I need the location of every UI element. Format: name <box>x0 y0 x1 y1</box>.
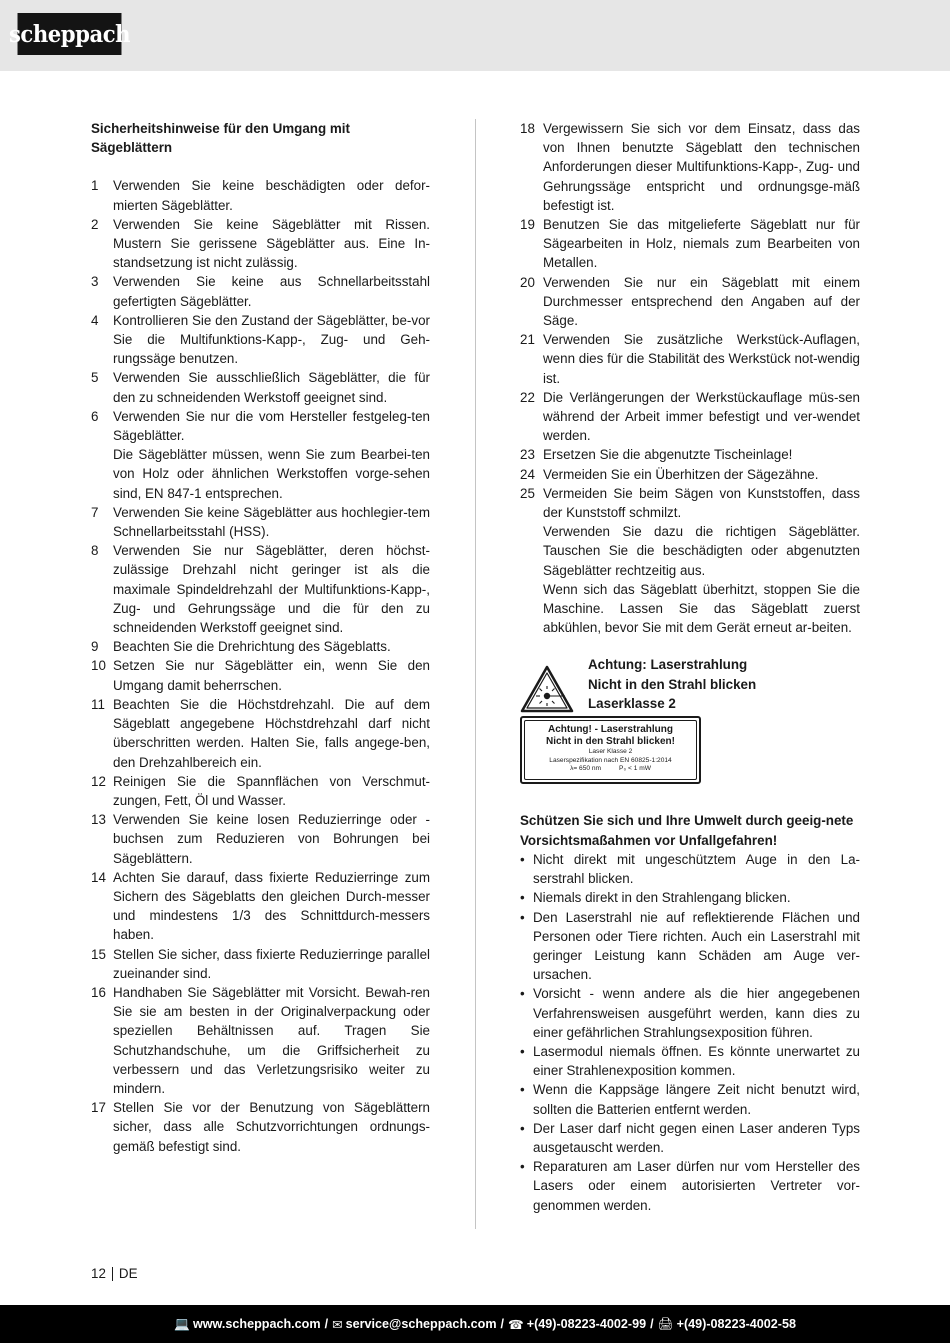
item-text <box>543 465 860 484</box>
laser-label-instruction: Nicht in den Strahl blicken! <box>546 736 675 748</box>
item-text <box>113 215 430 273</box>
bullet-dot-icon: • <box>520 909 525 925</box>
safety-item-6 <box>91 407 430 503</box>
footer-phone: +(49)-08223-4002-99 <box>526 1317 647 1331</box>
laser-safety-bullets <box>520 850 860 1215</box>
item-number: 22 <box>520 389 535 405</box>
bullet-item <box>520 1042 860 1080</box>
laptop-icon: 💻 <box>174 1316 190 1331</box>
item-paragraph: Verwenden Sie keine losen Reduzierringe oder -buchsen zum Reduzieren von Bohrungen bei Sägeblättern. <box>113 812 430 866</box>
bullet-item <box>520 1157 860 1215</box>
item-text <box>113 503 430 541</box>
safety-item-1 <box>91 176 430 214</box>
item-text <box>113 810 430 868</box>
item-paragraph: Wenn sich das Sägeblatt überhitzt, stoppen Sie die Maschine. Lassen Sie das Sägeblatt zuerst abkühlen, bevor Sie mit dem Gerät erneut ar-beiten. <box>543 581 860 636</box>
item-paragraph: Vergewissern Sie sich vor dem Einsatz, dass das von Ihnen benutzte Sägeblatt den technischen Anforderungen dieser Multifunktions-Kapp-, Zug- und Gehrungssäge entspricht und ordnungsge-mäß befestigt ist. <box>543 121 860 213</box>
laser-heading-line2: Nicht in den Strahl blicken <box>588 676 757 692</box>
safety-item-9 <box>91 637 430 656</box>
bullet-dot-icon: • <box>520 890 525 906</box>
item-number: 23 <box>520 447 535 463</box>
item-number: 25 <box>520 485 535 501</box>
item-number: 10 <box>91 658 106 674</box>
safety-item-10 <box>91 656 430 694</box>
item-number: 4 <box>91 312 99 328</box>
item-paragraph: Verwenden Sie ausschließlich Sägeblätter, die für den zu schneidenden Werkstoff geeignet sind. <box>113 370 430 405</box>
item-text <box>113 772 430 810</box>
item-paragraph: Verwenden Sie nur die vom Hersteller festgeleg-ten Sägeblätter. <box>113 408 430 444</box>
item-number: 20 <box>520 274 535 290</box>
item-paragraph: Die Sägeblätter müssen, wenn Sie zum Bearbei-ten von Holz oder ähnlichen Werkstoffen vorge-sehen sind, EN 847-1 entsprechen. <box>113 447 430 501</box>
item-paragraph: Verwenden Sie zusätzliche Werkstück-Auflagen, wenn dies für die Stabilität des Werkstück not-wendig ist. <box>543 332 860 386</box>
bullet-item <box>520 984 860 1042</box>
item-text <box>113 695 430 772</box>
laser-warning-block <box>520 655 860 790</box>
bullet-text: Vorsicht - wenn andere als die hier angegebenen Verfahrensweisen ausgeführt werden, kann dies zu einer gefährlichen Strahlungsexposition führen. <box>533 986 860 1040</box>
laser-label-wavelength: λ= 650 nm <box>570 765 602 773</box>
item-number: 21 <box>520 332 535 348</box>
safety-item-14 <box>91 868 430 945</box>
section-title: Sicherheitshinweise für den Umgang mit Sägeblättern <box>91 121 350 156</box>
item-number: 9 <box>91 639 99 655</box>
protection-title: Schützen Sie sich und Ihre Umwelt durch geeig-nete Vorsichtsmaßahmen vor Unfallgefahren! <box>520 813 854 848</box>
bullet-item <box>520 908 860 985</box>
item-number: 15 <box>91 946 106 962</box>
bullet-text: Der Laser darf nicht gegen einen Laser anderen Typs ausgetauscht werden. <box>533 1120 860 1155</box>
safety-item-13 <box>91 810 430 868</box>
item-number: 6 <box>91 408 99 424</box>
item-paragraph: Verwenden Sie nur ein Sägeblatt mit einem Durchmesser entsprechend den Angaben auf der Säge. <box>543 274 860 329</box>
item-text <box>113 272 430 310</box>
laser-label-warning: Achtung! - Laserstrahlung <box>547 724 673 736</box>
item-paragraph: Setzen Sie nur Sägeblätter ein, wenn Sie den Umgang damit beherrschen. <box>113 658 430 693</box>
bullet-text: Wenn die Kappsäge längere Zeit nicht benutzt wird, sollten die Batterien entfernt werden. <box>533 1082 860 1117</box>
item-paragraph: Benutzen Sie das mitgelieferte Sägeblatt nur für Sägearbeiten in Holz, niemals zum Bearbeiten von Metallen. <box>543 217 860 271</box>
safety-item-22 <box>520 388 860 446</box>
safety-item-16 <box>91 983 430 1098</box>
item-paragraph: Verwenden Sie keine beschädigten oder defor-mierten Sägeblätter. <box>113 178 430 213</box>
item-paragraph: Beachten Sie die Höchstdrehzahl. Die auf dem Sägeblatt angegebene Höchstdrehzahl darf nicht überschritten werden. Halten Sie, falls angege-ben, den Drehzahlbereich ein. <box>113 696 430 770</box>
item-number: 17 <box>91 1100 106 1116</box>
item-number: 1 <box>91 178 99 194</box>
item-text <box>543 215 860 273</box>
item-text <box>113 368 430 406</box>
safety-item-4 <box>91 311 430 369</box>
safety-item-5 <box>91 368 430 406</box>
bullet-dot-icon: • <box>520 851 525 867</box>
bullet-item <box>520 1119 860 1157</box>
item-paragraph: Vermeiden Sie ein Überhitzen der Sägezähne. <box>543 466 819 482</box>
item-number: 11 <box>91 696 105 712</box>
safety-item-25 <box>520 484 860 638</box>
item-paragraph: Verwenden Sie keine aus Schnellarbeitsstahl gefertigten Sägeblätter. <box>113 274 430 309</box>
item-text <box>113 868 430 945</box>
safety-item-17 <box>91 1098 430 1156</box>
safety-item-18 <box>520 119 860 215</box>
laser-heading-line3: Laserklasse 2 <box>588 695 676 711</box>
bullet-dot-icon: • <box>520 1120 525 1136</box>
brand-logo: scheppach <box>18 13 122 55</box>
item-text <box>113 311 430 369</box>
bullet-item <box>520 888 860 907</box>
header-band <box>0 0 950 71</box>
bullet-item <box>520 850 860 888</box>
item-number: 24 <box>520 466 535 482</box>
footer-email[interactable]: service@scheppach.com <box>345 1317 497 1331</box>
item-text <box>113 637 430 656</box>
item-paragraph: Verwenden Sie keine Sägeblätter mit Rissen. Mustern Sie gerissene Sägeblätter aus. Eine In-standsetzung ist nicht zulässig. <box>113 216 430 271</box>
safety-item-11 <box>91 695 430 772</box>
bullet-dot-icon: • <box>520 1159 525 1175</box>
item-number: 16 <box>91 984 106 1000</box>
laser-heading <box>588 655 756 713</box>
left-column <box>91 119 430 1156</box>
right-column <box>520 119 860 1215</box>
laser-heading-line1: Achtung: Laserstrahlung <box>588 657 748 673</box>
laser-warning-icon <box>520 665 574 713</box>
item-number: 8 <box>91 543 99 559</box>
item-text <box>543 119 860 215</box>
footer-fax: +(49)-08223-4002-58 <box>676 1317 796 1331</box>
item-paragraph: Vermeiden Sie beim Sägen von Kunststoffen, dass der Kunststoff schmilzt. <box>543 485 860 521</box>
page-number <box>91 1265 138 1283</box>
laser-label-power: P₀ < 1 mW <box>619 765 651 773</box>
safety-item-12 <box>91 772 430 810</box>
item-paragraph: Verwenden Sie keine Sägeblätter aus hochlegier-tem Schnellarbeitsstahl (HSS). <box>113 504 430 540</box>
safety-item-2 <box>91 215 430 273</box>
safety-item-3 <box>91 272 430 310</box>
bullet-dot-icon: • <box>520 986 525 1002</box>
safety-item-19 <box>520 215 860 273</box>
item-text <box>543 330 860 388</box>
item-paragraph: Verwenden Sie nur Sägeblätter, deren höchst-zulässige Drehzahl nicht geringer ist als die maximale Spindeldrehzahl der Multifunktions-Kapp-, Zug- und Gehrungssäge und die für den zu schneidenden Werkstoff geeignet sind. <box>113 543 430 636</box>
item-paragraph: Die Verlängerungen der Werkstückauflage müs-sen während der Arbeit immer befestigt und ver-wendet werden. <box>543 389 860 444</box>
safety-item-7 <box>91 503 430 541</box>
telephone-icon: ☎ <box>508 1317 524 1332</box>
footer-contact-bar: 💻 www.scheppach.com / ✉ service@scheppach.com / ☎ +(49)-08223-4002-99 / 🖨 +(49)-08223-4002-58 <box>0 1305 950 1343</box>
fax-icon: 🖨 <box>657 1316 674 1331</box>
safety-item-8 <box>91 541 430 637</box>
column-divider <box>475 119 476 1229</box>
item-number: 14 <box>91 869 106 885</box>
bullet-dot-icon: • <box>520 1043 525 1059</box>
item-text <box>113 945 430 983</box>
item-paragraph: Handhaben Sie Sägeblätter mit Vorsicht. Bewah-ren Sie sie am besten in der Originalverpackung oder speziellen Behältnissen auf. Tragen Sie Schutzhandschuhe, um die Griffsicherheit zu verbessern und das Verletzungsrisiko weiter zu mindern. <box>113 984 430 1096</box>
item-number: 3 <box>91 274 99 290</box>
envelope-icon: ✉ <box>332 1317 343 1332</box>
item-paragraph: Kontrollieren Sie den Zustand der Sägeblätter, be-vor Sie die Multifunktions-Kapp-, Zug- und Geh-rungssäge benutzen. <box>113 312 430 367</box>
saw-blade-safety-list <box>91 176 430 1155</box>
bullet-text: Nicht direkt mit ungeschütztem Auge in den La-serstrahl blicken. <box>533 851 860 887</box>
item-paragraph: Stellen Sie vor der Benutzung von Sägeblättern sicher, dass alle Schutzvorrichtungen ordnungs-gemäß befestigt sind. <box>113 1100 430 1154</box>
safety-item-23 <box>520 445 860 464</box>
bullet-item <box>520 1080 860 1118</box>
bullet-dot-icon: • <box>520 1082 525 1098</box>
item-paragraph: Stellen Sie sicher, dass fixierte Reduzierringe parallel zueinander sind. <box>113 946 430 981</box>
saw-blade-safety-list-continued <box>520 119 860 637</box>
item-text <box>113 176 430 214</box>
safety-item-21 <box>520 330 860 388</box>
safety-item-15 <box>91 945 430 983</box>
item-text <box>113 407 430 503</box>
safety-item-20 <box>520 273 860 331</box>
item-number: 2 <box>91 216 99 232</box>
safety-item-24 <box>520 465 860 484</box>
bullet-text: Niemals direkt in den Strahlengang blicken. <box>533 890 791 906</box>
item-text <box>543 388 860 446</box>
item-paragraph: Achten Sie darauf, dass fixierte Reduzierringe zum Sichern des Sägeblatts den gleichen Durch-messer und mindestens 1/3 des Schnittdurch-messers haben. <box>113 869 430 943</box>
item-text <box>113 541 430 637</box>
laser-label-class: Laser Klasse 2 <box>588 748 633 756</box>
item-text <box>543 273 860 331</box>
bullet-text: Lasermodul niemals öffnen. Es könnte unerwartet zu einer Strahlenexposition kommen. <box>533 1043 860 1079</box>
item-text <box>113 656 430 694</box>
item-number: 12 <box>91 773 106 789</box>
item-text <box>113 983 430 1098</box>
footer-website[interactable]: www.scheppach.com <box>192 1317 321 1331</box>
item-paragraph: Beachten Sie die Drehrichtung des Sägeblatts. <box>113 639 391 655</box>
item-number: 7 <box>91 504 99 520</box>
item-text <box>113 1098 430 1156</box>
item-paragraph: Reinigen Sie die Spannflächen von Verschmut-zungen, Fett, Öl und Wasser. <box>113 773 430 808</box>
item-number: 19 <box>520 217 535 233</box>
item-number: 5 <box>91 370 99 386</box>
item-number: 13 <box>91 812 106 828</box>
laser-label-spec: Laserspezifikation nach EN 60825-1:2014 <box>549 756 672 764</box>
item-paragraph: Ersetzen Sie die abgenutzte Tischeinlage! <box>543 447 793 463</box>
bullet-text: Reparaturen am Laser dürfen nur vom Hersteller des Lasers oder einem autorisierten Vertreter vor-genommen werden. <box>533 1159 860 1213</box>
item-number: 18 <box>520 121 535 136</box>
page-number-value: 12 <box>91 1266 106 1281</box>
laser-class-label <box>520 716 701 784</box>
item-text <box>543 445 860 464</box>
item-paragraph: Verwenden Sie dazu die richtigen Sägeblätter. Tauschen Sie die beschädigten oder abgenutzten Sägeblätter rechtzeitig aus. <box>543 524 860 578</box>
bullet-text: Den Laserstrahl nie auf reflektierende Flächen und Personen oder Tiere richten. Auch ein Laserstrahl mit geringer Leistung kann Schäden am Auge ver-ursachen. <box>533 909 860 983</box>
item-text <box>543 484 860 638</box>
page-language: DE <box>118 1266 138 1281</box>
